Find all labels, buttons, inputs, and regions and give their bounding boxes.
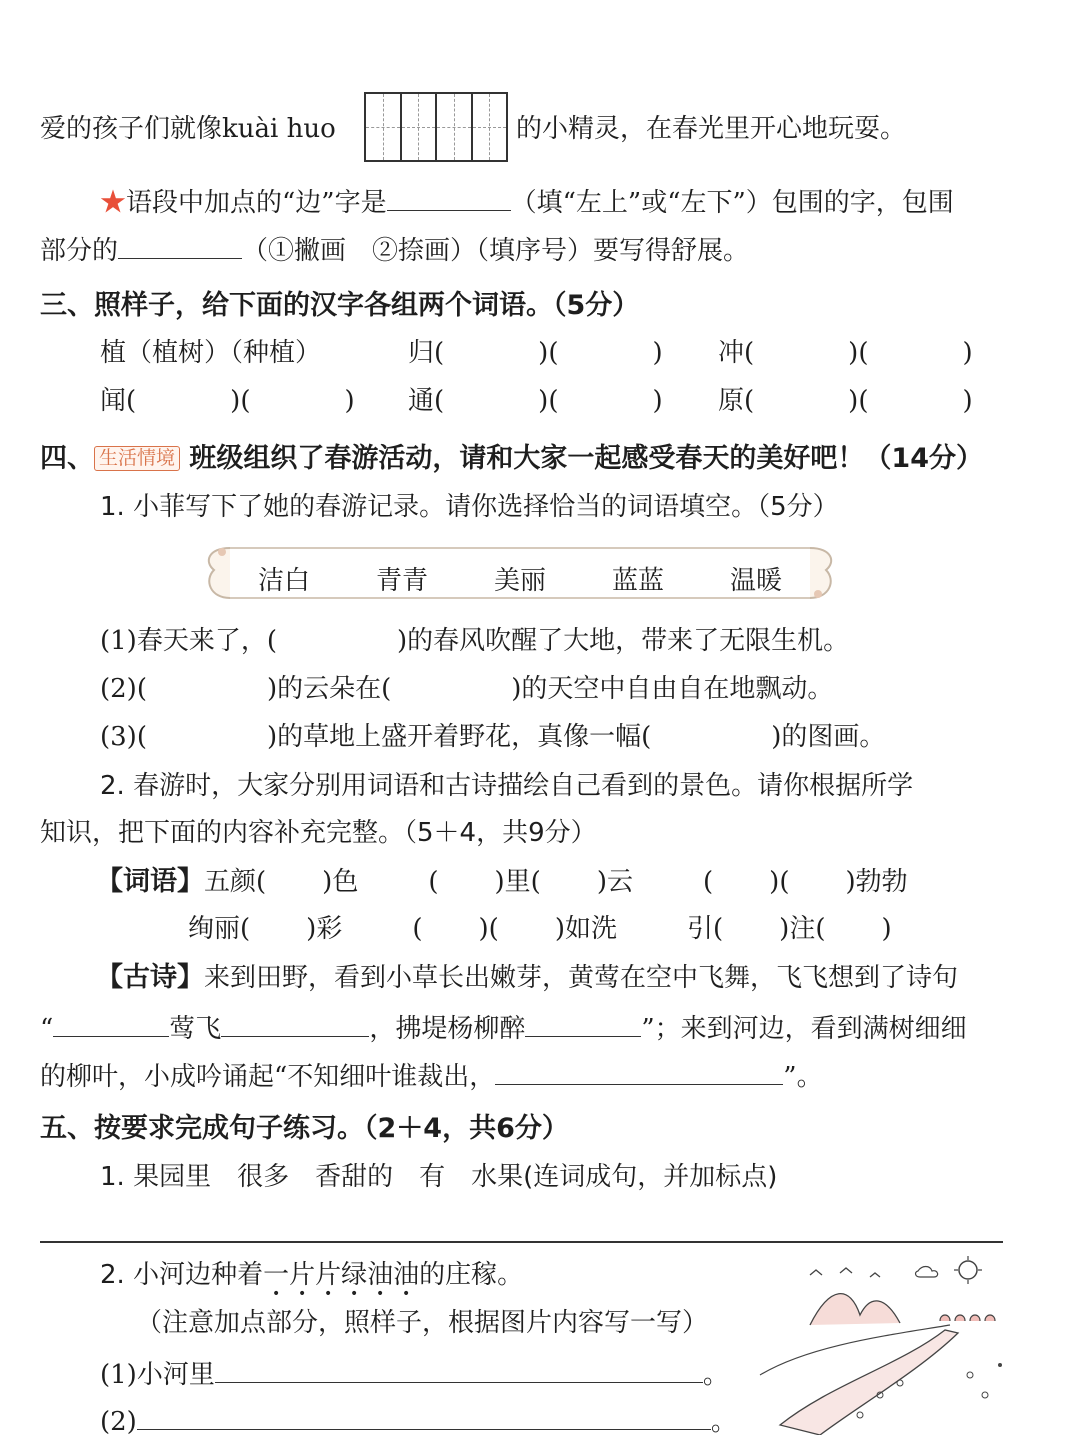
paren-blank[interactable]: ( ): [858, 338, 973, 368]
ci-word: 云: [606, 867, 633, 897]
fill-sentence-2-a: (2)(: [100, 674, 147, 704]
word-group-chong: [718, 340, 973, 366]
pinyin-writing-grid[interactable]: [364, 92, 508, 162]
char-wen: 闻: [100, 386, 127, 416]
ci-word: 如洗: [564, 914, 617, 944]
fill-sentence-1: [100, 628, 849, 654]
fill-sentence-3-c: )的图画。: [771, 722, 886, 752]
answer-row-1: [100, 1358, 729, 1388]
period: 。: [710, 1407, 737, 1437]
dotted-char: 片: [315, 1260, 342, 1290]
tree-icon: [940, 1315, 995, 1321]
paren-blank[interactable]: ( ): [412, 914, 489, 944]
gushi-text-b2: 莺飞: [169, 1014, 222, 1044]
fill-sentence-3-a: (3)(: [100, 722, 147, 752]
intro-question-d: （①撇画 ②捺画）（填序号）要写得舒展。: [242, 236, 750, 266]
paren-blank[interactable]: ( ): [488, 914, 565, 944]
paren-blank[interactable]: ( ): [428, 867, 505, 897]
char-tong: 通: [408, 386, 435, 416]
intro-question-a: 语段中加点的“边”字是: [126, 188, 387, 218]
paren-blank[interactable]: ( ): [256, 867, 333, 897]
cloud-icon: [916, 1267, 938, 1278]
gushi-line3: [40, 1060, 823, 1090]
river-scene-illustration: [740, 1255, 1040, 1435]
ci-word: 五颜: [204, 867, 257, 897]
ci-label: 【词语】: [96, 866, 204, 897]
word-group-gui: [408, 340, 663, 366]
ci-row-2: [188, 916, 892, 942]
section5-q2-note: （注意加点部分，照样子，根据图片内容写一写）: [136, 1308, 709, 1338]
paren-blank[interactable]: ( ): [126, 386, 241, 416]
fill-sentence-1-a: (1)春天来了，(: [100, 626, 277, 656]
paren-blank[interactable]: ( ): [530, 867, 607, 897]
section3-example: 植（植树）（种植）: [100, 338, 322, 368]
gushi-line1: [96, 964, 958, 991]
section4-number: 四、: [40, 443, 94, 474]
period: 。: [702, 1360, 729, 1390]
section5-title: 五、按要求完成句子练习。（2＋4，共6分）: [40, 1113, 569, 1144]
answer-line-q1[interactable]: [40, 1241, 1003, 1243]
gushi-label: 【古诗】: [96, 962, 204, 993]
section4-q2-line1: 2. 春游时，大家分别用词语和古诗描绘自己看到的景色。请你根据所学: [100, 771, 914, 801]
dotted-char: 片: [289, 1260, 316, 1290]
dotted-char: 油: [393, 1260, 420, 1290]
ci-word: 绚丽: [188, 914, 241, 944]
gushi-line2: [40, 1012, 967, 1042]
paren-blank[interactable]: ( ): [779, 867, 856, 897]
ci-word: 色: [332, 867, 359, 897]
word-group-yuan: [718, 388, 973, 414]
fill-sentence-2-c: )的天空中自由自在地飘动。: [511, 674, 834, 704]
intro-question-line2: [40, 234, 749, 264]
paren-blank[interactable]: ( ): [240, 386, 355, 416]
word-bank-item: 蓝蓝: [612, 566, 665, 596]
section4-q2-line2: 知识，把下面的内容补充完整。（5＋4，共9分）: [40, 818, 597, 848]
word-bank-item: 温暖: [730, 566, 783, 596]
dotted-char: 绿: [341, 1260, 368, 1290]
grid-cell-3[interactable]: [437, 94, 473, 160]
gushi-text-c1: 的柳叶，小成吟诵起“不知细叶谁裁出，: [40, 1062, 496, 1092]
answer-label-2: (2): [100, 1407, 137, 1437]
life-context-tag: 生活情境: [94, 446, 180, 471]
q2-text-a: 2. 小河边种着: [100, 1260, 264, 1290]
answer-blank-radical-position[interactable]: [387, 186, 511, 211]
paren-blank[interactable]: ( ): [858, 386, 973, 416]
ci-word: 勃勃: [855, 867, 908, 897]
poem-blank[interactable]: [495, 1060, 783, 1085]
intro-question-c: 部分的: [40, 236, 119, 266]
answer-row-2: [100, 1405, 737, 1435]
paren-blank[interactable]: ( ): [815, 914, 892, 944]
paren-blank[interactable]: ( ): [434, 338, 549, 368]
fill-sentence-3-b: )的草地上盛开着野花，真像一幅(: [266, 722, 652, 752]
paren-blank[interactable]: ( ): [703, 867, 780, 897]
q2-text-b: 的庄稼。: [419, 1260, 524, 1290]
gushi-text-c2: ”。: [783, 1062, 823, 1092]
dotted-char: 油: [367, 1260, 394, 1290]
fill-sentence-1-b: )的春风吹醒了大地，带来了无限生机。: [396, 626, 850, 656]
poem-blank[interactable]: [525, 1012, 641, 1037]
paren-blank[interactable]: ( ): [548, 338, 663, 368]
fill-sentence-3: [100, 724, 885, 750]
paren-blank[interactable]: ( ): [434, 386, 549, 416]
river-icon: [780, 1330, 958, 1435]
paren-blank[interactable]: ( ): [744, 386, 859, 416]
section5-q1: 1. 果园里 很多 香甜的 有 水果(连词成句，并加标点): [100, 1162, 778, 1192]
section4-title-text: 班级组织了春游活动，请和大家一起感受春天的美好吧！（14分）: [189, 443, 983, 474]
word-bank-item: 美丽: [494, 566, 547, 596]
char-gui: 归: [408, 338, 435, 368]
answer-blank-1[interactable]: [215, 1358, 703, 1383]
star-icon: ★: [100, 188, 127, 218]
word-group-wen: [100, 388, 355, 414]
grid-cell-1[interactable]: [366, 94, 402, 160]
section4-title: [40, 445, 983, 472]
fill-sentence-2-b: )的云朵在(: [266, 674, 392, 704]
paren-blank[interactable]: ( ): [744, 338, 859, 368]
answer-blank-2[interactable]: [137, 1405, 711, 1430]
ci-row-1: [96, 868, 908, 895]
sun-icon: [959, 1261, 977, 1279]
intro-line1-prefix: 爱的孩子们就像kuài huo: [40, 114, 336, 144]
ci-word: 彩: [316, 914, 343, 944]
word-bank: [200, 540, 840, 606]
dotted-char: 一: [263, 1260, 290, 1290]
answer-blank-stroke[interactable]: [118, 234, 242, 259]
paren-blank[interactable]: ( ): [548, 386, 663, 416]
section4-q1: 1. 小菲写下了她的春游记录。请你选择恰当的词语填空。（5分）: [100, 492, 839, 522]
grid-cell-4[interactable]: [473, 94, 507, 160]
section3-title: 三、照样子，给下面的汉字各组两个词语。（5分）: [40, 290, 640, 321]
gushi-text-b3: ，拂堤杨柳醉: [369, 1014, 526, 1044]
poem-blank[interactable]: [221, 1012, 369, 1037]
bird-icon: [810, 1268, 880, 1277]
ci-word: 引: [686, 914, 713, 944]
paren-blank[interactable]: ( ): [240, 914, 317, 944]
quote-open: “: [40, 1014, 54, 1044]
mountain-icon: [810, 1294, 900, 1325]
char-yuan: 原: [718, 386, 745, 416]
word-bank-item: 青青: [376, 566, 429, 596]
ci-word: 注: [789, 914, 816, 944]
word-group-tong: [408, 388, 663, 414]
section5-q2: [100, 1262, 523, 1288]
gushi-text-a: 来到田野，看到小草长出嫩芽，黄莺在空中飞舞，飞飞想到了诗句: [204, 963, 959, 993]
fill-sentence-2: [100, 676, 833, 702]
answer-label-1: (1)小河里: [100, 1360, 215, 1390]
word-bank-item: 洁白: [258, 566, 311, 596]
gushi-text-b4: ”；来到河边，看到满树细细: [641, 1014, 967, 1044]
grid-cell-2[interactable]: [402, 94, 438, 160]
paren-blank[interactable]: ( ): [713, 914, 790, 944]
char-chong: 冲: [718, 338, 745, 368]
poem-blank[interactable]: [53, 1012, 169, 1037]
ci-word: 里: [504, 867, 531, 897]
intro-line1-suffix: 的小精灵，在春光里开心地玩耍。: [516, 114, 907, 144]
intro-question-line1: [100, 186, 954, 216]
intro-question-b: （填“左上”或“左下”）包围的字，包围: [510, 188, 954, 218]
